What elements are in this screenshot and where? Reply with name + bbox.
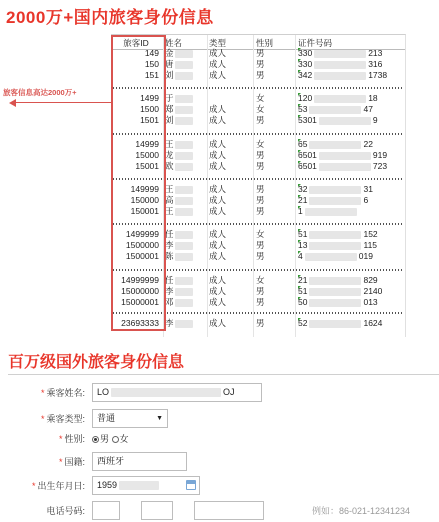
cell-note-marker-icon [298,240,301,243]
gender-cell: 男 [256,297,265,307]
passenger-id-cell: 14999999 [121,275,159,285]
gender-option-female[interactable]: 女 [112,434,129,444]
cert-number-cell: 52 1624 [298,318,383,328]
cell-note-marker-icon [298,139,301,142]
header-passenger-id: 旅客ID [123,38,149,48]
name-cell: 金 [165,48,205,59]
birth-date-label: * 出生年月日: [31,481,85,491]
passenger-id-cell: 15000 [135,150,159,160]
name-cell: 任 [165,275,205,286]
phone-country-code-input[interactable] [92,501,120,520]
name-cell: 李 [165,318,205,329]
gender-cell: 男 [256,115,265,125]
gender-radio-group [92,428,129,450]
cert-number-cell: 53 47 [298,104,373,114]
type-cell: 成人 [209,275,227,285]
gender-cell: 男 [256,240,265,250]
gender-cell: 女 [256,93,265,103]
type-cell: 成人 [209,286,227,296]
cert-number-cell: 342 1738 [298,70,388,80]
header-type: 类型 [209,38,227,48]
cert-number-cell: 5301 9 [298,115,378,125]
form-row-gender [0,428,439,450]
cert-number-cell: 32 31 [298,184,373,194]
cert-number-cell: 330 213 [298,48,383,58]
type-cell: 成人 [209,161,227,171]
section-divider [8,374,439,375]
cert-number-cell: 330 316 [298,59,383,69]
gender-cell: 男 [256,70,265,80]
name-cell: 欧 [165,161,205,172]
passenger-id-cell: 15000001 [121,297,159,307]
cert-number-cell: 51 2140 [298,286,383,296]
gender-cell: 女 [256,275,265,285]
cell-note-marker-icon [298,161,301,164]
type-cell: 成人 [209,59,227,69]
type-cell: 成人 [209,229,227,239]
cell-note-marker-icon [298,318,301,321]
cell-note-marker-icon [298,286,301,289]
cell-note-marker-icon [298,59,301,62]
type-cell: 成人 [209,297,227,307]
name-cell: 李 [165,240,205,251]
domestic-title: 2000万+国内旅客身份信息 [6,8,214,27]
passenger-type-label: * 乘客类型: [40,414,85,424]
name-cell: 王 [165,139,205,150]
passenger-name-label: * 乘客姓名: [40,388,85,398]
passenger-id-cell: 149 [144,48,159,58]
passenger-id-cell: 1499 [140,93,159,103]
passenger-id-cell: 15000000 [121,286,159,296]
header-name: 姓名 [165,38,183,48]
cell-note-marker-icon [298,48,301,51]
name-cell: 于 [165,93,205,104]
passenger-id-cell: 1500 [140,104,159,114]
callout-arrow-line [14,102,111,103]
form-row-birth-date [0,475,439,497]
passenger-id-cell: 150001 [130,206,159,216]
foreign-title: 百万级国外旅客身份信息 [8,354,185,371]
phone-area-code-input[interactable] [141,501,173,520]
header-cert-number: 证件号码 [298,38,333,48]
cell-note-marker-icon [298,70,301,73]
type-cell: 成人 [209,104,227,114]
name-cell: 刘 [165,115,205,126]
form-row-nationality [0,451,439,473]
name-cell: 邓 [165,297,205,308]
cell-note-marker-icon [298,275,301,278]
name-cell: 刘 [165,70,205,81]
name-cell: 任 [165,229,205,240]
gender-cell: 男 [256,59,265,69]
phone-number-input[interactable] [194,501,264,520]
name-cell: 龙 [165,150,205,161]
passenger-id-cell: 1500000 [125,240,159,250]
cell-note-marker-icon [298,104,301,107]
cert-number-cell: 13 115 [298,240,378,250]
cert-number-cell: 120 18 [298,93,378,103]
name-cell: 唐 [165,59,205,70]
header-gender: 性别 [256,38,274,48]
cert-number-cell: 6501 919 [298,150,388,160]
name-cell: 王 [165,206,205,217]
type-cell: 成人 [209,240,227,250]
cell-note-marker-icon [298,93,301,96]
cell-note-marker-icon [298,184,301,187]
type-cell: 成人 [209,184,227,194]
callout-label: 旅客信息高达2000万+ [3,88,77,97]
phone-hint: 例如：86-021-12341234 [312,506,411,516]
passenger-id-cell: 151 [144,70,159,80]
id-column-highlight [111,35,166,331]
name-cell: 高 [165,195,205,206]
cell-note-marker-icon [298,297,301,300]
phone-label: 电话号码: [46,506,85,516]
type-cell: 成人 [209,150,227,160]
passenger-id-cell: 14999 [135,139,159,149]
passenger-id-cell: 150 [144,59,159,69]
cell-note-marker-icon [298,206,301,209]
radio-checked-icon [92,436,99,443]
cert-number-cell: 6501 723 [298,161,388,171]
type-cell: 成人 [209,318,227,328]
cert-number-cell: 21 829 [298,275,378,285]
passenger-id-cell: 15001 [135,161,159,171]
type-cell: 成人 [209,139,227,149]
chevron-down-icon: ▼ [156,415,163,422]
gender-cell: 男 [256,150,265,160]
gender-cell: 女 [256,139,265,149]
passenger-id-cell: 23693333 [121,318,159,328]
passenger-name-input[interactable]: LO OJ [92,383,262,402]
form-row-passenger-name [0,382,439,404]
passenger-type-select[interactable]: 普通 ▼ [92,409,168,428]
arrow-left-icon [9,99,16,107]
type-cell: 成人 [209,115,227,125]
gender-cell: 女 [256,104,265,114]
nationality-label: * 国籍: [58,457,85,467]
cert-number-cell: 65 22 [298,139,373,149]
cert-number-cell: 4 019 [298,251,373,261]
name-cell: 李 [165,286,205,297]
name-cell: 王 [165,184,205,195]
gender-cell: 男 [256,48,265,58]
nationality-input[interactable]: 西班牙 [92,452,187,471]
gender-cell: 男 [256,251,265,261]
gender-cell: 女 [256,229,265,239]
passenger-id-cell: 1499999 [125,229,159,239]
gender-label: * 性别: [58,434,85,444]
cell-note-marker-icon [298,150,301,153]
cert-number-cell: 51 152 [298,229,378,239]
name-cell: 陈 [165,251,205,262]
cell-note-marker-icon [298,115,301,118]
type-cell: 成人 [209,251,227,261]
form-row-phone [0,500,439,522]
gender-cell: 男 [256,286,265,296]
gender-cell: 男 [256,161,265,171]
passenger-id-cell: 149999 [130,184,159,194]
type-cell: 成人 [209,48,227,58]
cell-note-marker-icon [298,195,301,198]
cert-number-cell: 21 6 [298,195,369,205]
passenger-id-cell: 150000 [130,195,159,205]
gender-option-male[interactable]: 男 [92,434,109,444]
type-cell: 成人 [209,70,227,80]
form-row-passenger-type [0,408,439,430]
gender-cell: 男 [256,318,265,328]
cert-number-cell: 1 [298,206,403,217]
gender-cell: 男 [256,206,265,216]
radio-unchecked-icon [112,436,119,443]
cell-note-marker-icon [298,229,301,232]
type-cell: 成人 [209,195,227,205]
passenger-id-cell: 1500001 [125,251,159,261]
name-cell: 郑 [165,104,205,115]
calendar-icon[interactable] [186,480,196,490]
gender-cell: 男 [256,195,265,205]
type-cell: 成人 [209,206,227,216]
cell-note-marker-icon [298,251,301,254]
birth-date-input[interactable]: 1959 [92,476,200,495]
cert-number-cell: 50 013 [298,297,378,307]
passenger-id-cell: 1501 [140,115,159,125]
gender-cell: 男 [256,184,265,194]
